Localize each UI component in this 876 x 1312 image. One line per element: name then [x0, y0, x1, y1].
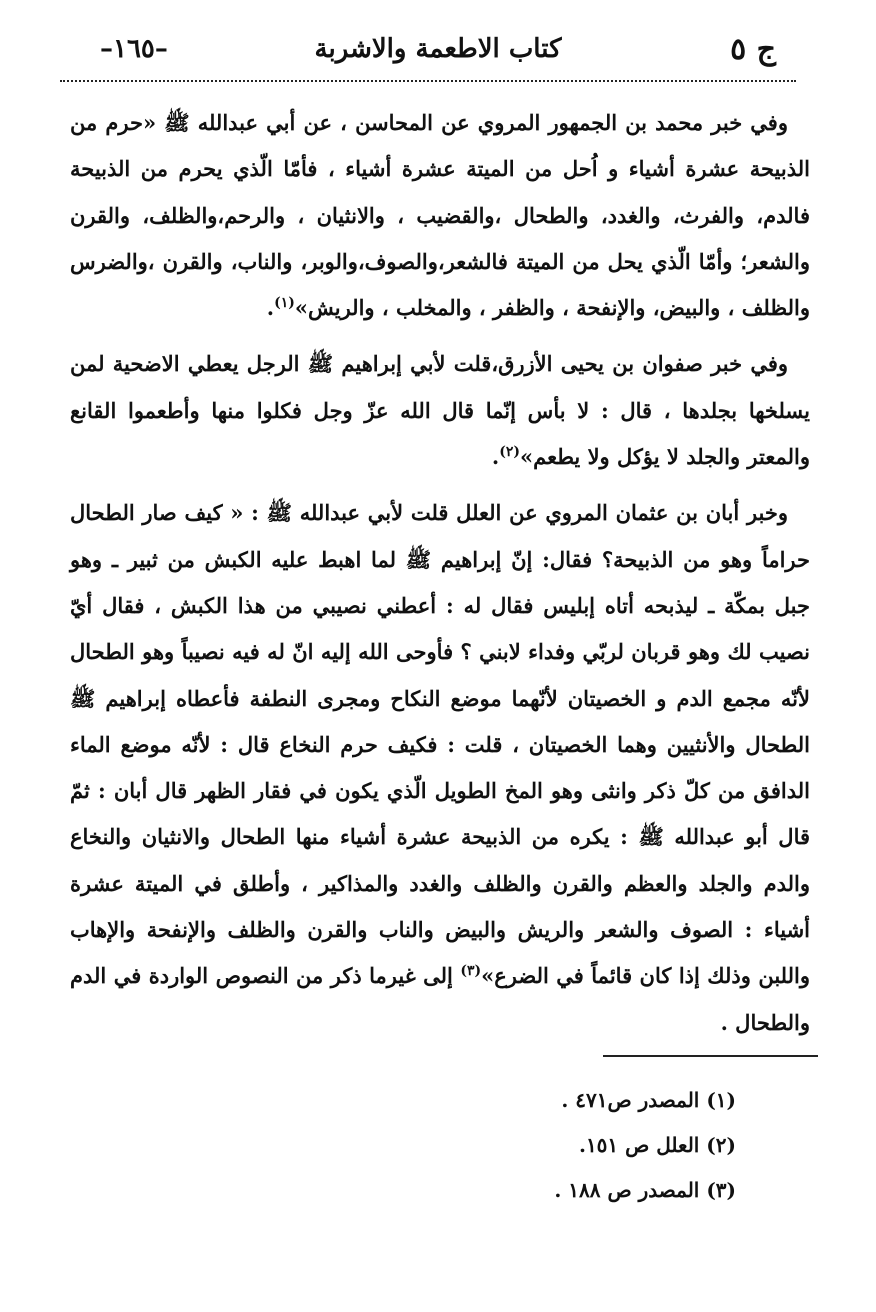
- paragraph-text: وفي خبر صفوان بن يحيى الأزرق،قلت لأبي إبراهيم ﷺ الرجل يعطي الاضحية لمن يسلخها بجلدها ، قال : لا بأس إنّما قال الله عزّ وجل فكلوا منها وأطعموا القانع والمعتر والجلد لا يؤكل ولا يطعم»: [70, 351, 810, 470]
- footnote-item: (١) المصدر ص٤٧١ .: [561, 1088, 736, 1112]
- main-text: [70, 100, 810, 1056]
- paragraph-tail: إلى غيرما ذكر من النصوص الواردة في الدم والطحال .: [70, 963, 810, 1035]
- page-header: [100, 30, 776, 80]
- footnotes: [336, 1078, 736, 1213]
- footnote-item: (٢) العلل ص ١٥١.: [578, 1133, 736, 1157]
- paragraph-3: [70, 490, 810, 1046]
- paragraph-text: وفي خبر محمد بن الجمهور المروي عن المحاسن ، عن أبي عبدالله ﷺ «حرم من الذبيحة عشرة أشياء و اُحل من الميتة عشرة أشياء ، فأمّا الّذي يحرم من الذبيحة فالدم، والفرث، والغدد، والطحال ،والقضيب ، والانثيان ، والرحم،والظلف، والقرن والشعر؛ وأمّا الّذي يحل من الميتة فالشعر،والصوف،والوبر، والناب، والقرن ،والضرس والظلف ، والبيض، والإنفحة ، والظفر ، والمخلب ، والريش»: [70, 110, 810, 321]
- footnote-divider: [603, 1055, 818, 1057]
- page-number: –١٦٥–: [100, 34, 168, 64]
- volume-label: ج ٥: [730, 32, 776, 67]
- footnote-ref: (٢): [499, 444, 520, 461]
- header-divider: [60, 80, 796, 82]
- book-title: كتاب الاطعمة والاشربة: [314, 34, 562, 64]
- paragraph-2: وفي خبر صفوان بن يحيى الأزرق،قلت لأبي إبراهيم ﷺ الرجل يعطي الاضحية لمن يسلخها بجلدها ، قال : لا بأس إنّما قال الله عزّ وجل فكلوا منها وأطعموا القانع والمعتر والجلد لا يؤكل ولا يطعم»$^{(٢)}$.: [70, 351, 810, 470]
- footnote-ref: (٣): [460, 963, 482, 980]
- paragraph-text: وخبر أبان بن عثمان المروي عن العلل قلت لأبي عبدالله ﷺ : « كيف صار الطحال حراماً وهو من الذبيحة؟ فقال: إنّ إبراهيم ﷺ لما اهبط عليه الكبش من ثبير ـ وهو جبل بمكّة ـ ليذبحه أتاه إبليس فقال له : أعطني نصيبي من هذا الكبش ، فقال أيّ نصيب لك وهو قربان لربّي وفداء لابني ؟ فأوحى الله إليه انّ له فيه نصيباً وهو الطحال لأنّه مجمع الدم و الخصيتان لأنّهما موضع النكاح ومجرى النطفة فأعطاه إبراهيم ﷺ الطحال والأنثيين وهما الخصيتان ، قلت : فكيف حرم النخاع قال : لأنّه موضع الماء الدافق من كلّ ذكر وانثى وهو المخ الطويل الّذي يكون في فقار الظهر قال أبان : ثمّ قال أبو عبدالله ﷺ : يكره من الذبيحة عشرة أشياء منها الطحال والانثيان والنخاع والدم والجلد والعظم والقرن والظلف والغدد والمذاكير ، وأطلق في الميتة عشرة أشياء : الصوف والشعر والريش والبيض والناب والقرن والظلف والإنفحة والإهاب واللبن وذلك إذا كان قائماً في الضرع»: [70, 500, 811, 989]
- footnote-item: (٣) المصدر ص ١٨٨ .: [554, 1178, 736, 1202]
- paragraph-1: وفي خبر محمد بن الجمهور المروي عن المحاسن ، عن أبي عبدالله ﷺ «حرم من الذبيحة عشرة أشياء و اُحل من الميتة عشرة أشياء ، فأمّا الّذي يحرم من الذبيحة فالدم، والفرث، والغدد، والطحال ،والقضيب ، والانثيان ، والرحم،والظلف، والقرن والشعر؛ وأمّا الّذي يحل من الميتة فالشعر،والصوف،والوبر، والناب، والقرن ،والضرس والظلف ، والبيض، والإنفحة ، والظفر ، والمخلب ، والريش»$^{(١)}$.: [70, 110, 810, 321]
- footnote-ref: (١): [274, 295, 295, 312]
